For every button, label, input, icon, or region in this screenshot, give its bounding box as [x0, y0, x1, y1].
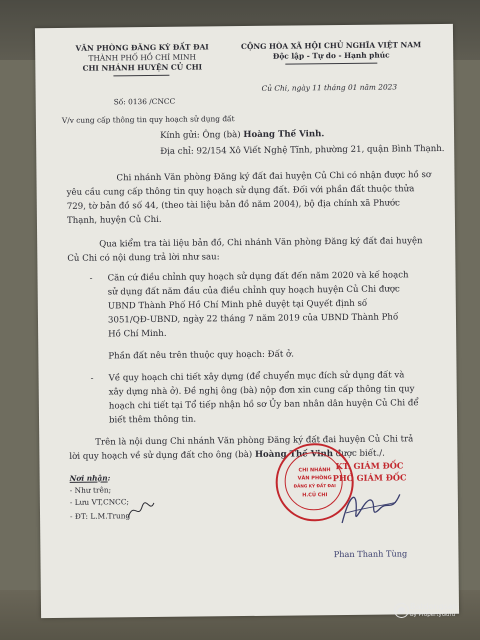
- body-p3-text-a: lời quy hoạch về sử dụng đất cho ông (bà): [69, 449, 253, 462]
- recipients-colon: :: [107, 473, 111, 483]
- bullet-2-line2: xây dựng nhà ở). Đề nghị ông (bà) nộp đơn xin cung cấp thông tin quy: [108, 384, 415, 398]
- bullet-1-line5: Hồ Chí Minh.: [108, 328, 167, 340]
- stamp-line-2: VĂN PHÒNG: [297, 475, 332, 482]
- bullet-2-marker: -: [90, 373, 94, 384]
- stamp-line-1: CHI NHÁNH: [298, 467, 331, 474]
- bullet-1-line6: Phần đất nêu trên thuộc quy hoạch: Đất ở.: [108, 349, 294, 362]
- agency-line-1: VĂN PHÒNG ĐĂNG KÝ ĐẤT ĐAI: [75, 42, 209, 53]
- watermark-line-2: by PropertyGuru: [410, 612, 456, 618]
- recipient-item-2: - Lưu VT,CNCC;: [69, 497, 130, 507]
- body-p1-line2: yêu cầu cung cấp thông tin quy hoạch sử dụng đất. Đối với phần đất thuộc thửa: [66, 184, 415, 198]
- recipient-name: Hoàng Thế Vinh.: [243, 129, 325, 141]
- signer-name: Phan Thanh Tùng: [333, 548, 408, 560]
- body-p1-line3: 729, tờ bản đồ số 44, (theo tài liệu bản đồ năm 2004), bộ địa chính xã Phước: [66, 198, 401, 212]
- body-p1-line1: Chi nhánh Văn phòng Đăng ký đất đai huyện Củ Chi có nhận được hồ sơ: [116, 170, 432, 184]
- recipient-item-3: - ĐT: L.M.Trung: [69, 511, 131, 521]
- initials-mark: [126, 499, 156, 521]
- recipient-label: Kính gửi: Ông (bà): [160, 130, 241, 141]
- document-number: Số: 0136 /CNCC: [113, 96, 176, 107]
- body-p3-line1: Trên là nội dung Chi nhánh Văn phòng Đăng ký đất đai huyện Củ Chi trả: [95, 434, 414, 448]
- recipient-block: [160, 129, 324, 141]
- bullet-1-line4: 3051/QĐ-UBND, ngày 22 tháng 7 năm 2019 của UBND Thành Phố: [107, 312, 399, 326]
- handwritten-signature: [336, 482, 406, 531]
- bullet-1-marker: -: [89, 273, 93, 284]
- signature-role-2: PHÓ GIÁM ĐỐC: [332, 472, 407, 484]
- recipient-address: Địa chỉ: 92/154 Xô Viết Nghệ Tĩnh, phường 21, quận Bình Thạnh.: [160, 143, 445, 157]
- signature-role-1: KT. GIÁM ĐỐC: [335, 460, 404, 472]
- watermark-text: [410, 602, 458, 620]
- body-p2-line2: Củ Chi có nội dung trả lời như sau:: [67, 252, 220, 264]
- bullet-2-line1: Về quy hoạch chi tiết xây dựng (để chuyển mục đích sử dụng đất và: [108, 370, 405, 384]
- watermark-line-1: Batdongsan: [410, 602, 458, 611]
- body-p3-name: Hoàng Thế Vinh: [254, 449, 334, 460]
- agency-line-3: CHI NHÁNH HUYỆN CỦ CHI: [82, 62, 203, 73]
- motto-underline: [285, 63, 377, 65]
- bullet-1-line3: UBND Thành Phố Hồ Chí Minh phê duyệt tại Quyết định số: [107, 298, 368, 312]
- body-p2-line1: Qua kiểm tra tài liệu bản đồ, Chi nhánh Văn phòng Đăng ký đất đai huyện: [99, 236, 423, 250]
- recipient-item-1: - Như trên;: [69, 485, 112, 495]
- watermark-logo-icon: [394, 603, 409, 618]
- agency-underline: [113, 75, 169, 77]
- subject-line: V/v cung cấp thông tin quy hoạch sử dụng đất: [61, 114, 235, 125]
- document-paper: [35, 24, 459, 618]
- stamp-line-4: H.CỦ CHI: [302, 492, 328, 499]
- bullet-1-line2: sử dụng đất năm đầu của điều chỉnh quy hoạch huyện Củ Chi được: [107, 284, 400, 298]
- national-motto: Độc lập - Tự do - Hạnh phúc: [272, 50, 390, 61]
- bullet-2-line4: biết thêm thông tin.: [108, 414, 197, 426]
- recipients-title: Nơi nhận: [69, 473, 108, 483]
- bullet-1-line1: Căn cứ điều chỉnh quy hoạch sử dụng đất đến năm 2020 và kế hoạch: [107, 270, 409, 284]
- body-p3-text-b: được biết./.: [335, 448, 385, 460]
- bullet-2-line3: hoạch chi tiết tại Tổ tiếp nhận hồ sơ Ủy ban nhân dân huyện Củ Chi để: [108, 398, 419, 412]
- agency-line-2: THÀNH PHỐ HỒ CHÍ MINH: [88, 52, 196, 63]
- recipients-title-block: [70, 473, 111, 482]
- body-p1-line4: Thạnh, huyện Củ Chi.: [66, 214, 162, 226]
- stamp-line-3: ĐĂNG KÝ ĐẤT ĐAI: [293, 483, 336, 489]
- national-title: CỘNG HÒA XÃ HỘI CHỦ NGHĨA VIỆT NAM: [240, 40, 422, 52]
- issue-date: Củ Chi, ngày 11 tháng 01 năm 2023: [261, 82, 398, 93]
